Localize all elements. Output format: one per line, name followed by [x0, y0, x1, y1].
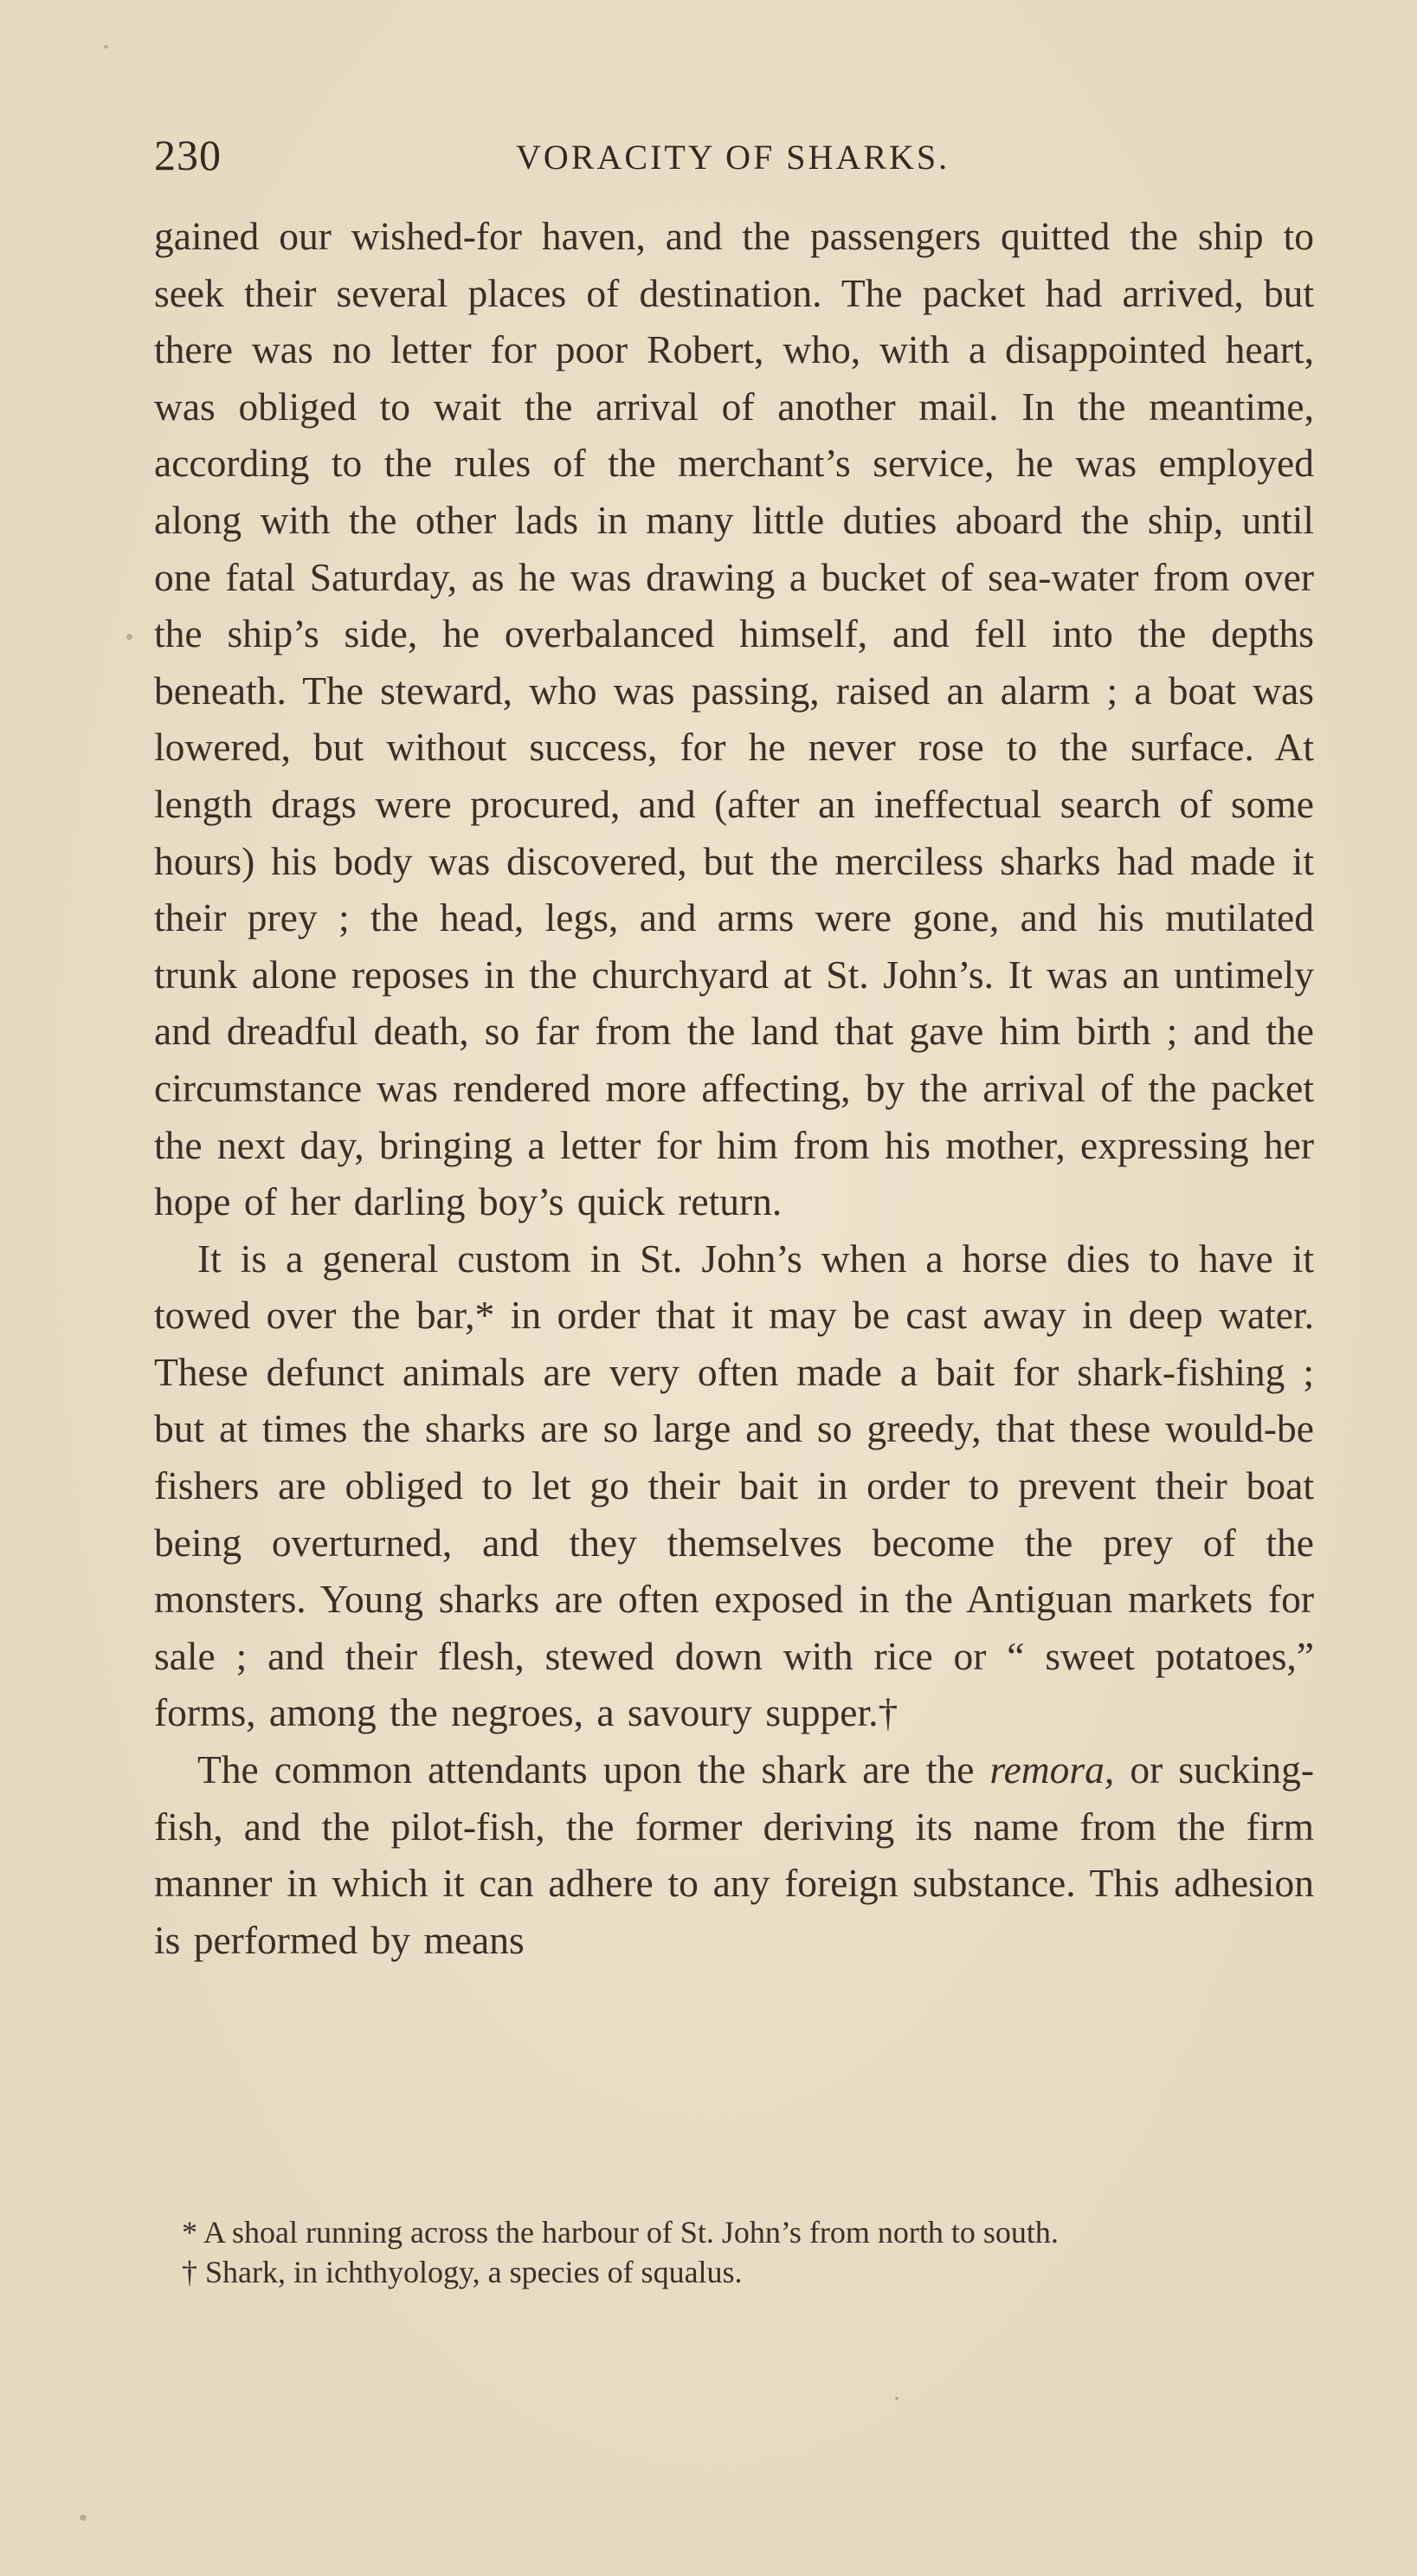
paper-speck	[104, 45, 108, 48]
paragraph-2: It is a general custom in St. John’s when a horse dies to have it towed over the bar,* in order that it may be cast away in deep water. These defunct animals are very often made a bait for shark-fishing ; but at times the sharks are so large and so greedy, that these would-be fishers are obliged to let go their bait in order to prevent their boat being overturned, and they themselves become the prey of the monsters. Young sharks are often exposed in the Antiguan markets for sale ; and their flesh, stewed down with rice or “ sweet potatoes,” forms, among the negroes, a savoury supper.†	[154, 1236, 1314, 1735]
page-header	[154, 130, 1314, 190]
paragraph-1: gained our wished-for haven, and the passengers quitted the ship to seek their several places of destination. The packet had arrived, but there was no letter for poor Robert, who, with a disappointed heart, was obliged to wait the arrival of another mail. In the meantime, according to the rules of the merchant’s service, he was employed along with the other lads in many little duties aboard the ship, until one fatal Saturday, as he was drawing a bucket of sea-water from over the ship’s side, he overbalanced himself, and fell into the depths beneath. The steward, who was passing, raised an alarm ; a boat was lowered, but without success, for he never rose to the surface. At length drags were procured, and (after an ineffectual search of some hours) his body was discovered, but the merciless sharks had made it their prey ; the head, legs, and arms were gone, and his mutilated trunk alone reposes in the churchyard at St. John’s. It was an untimely and dreadful death, so far from the land that gave him birth ; and the circumstance was rendered more affecting, by the arrival of the packet the next day, bringing a letter for him from his mother, expressing her hope of her darling boy’s quick return.	[154, 214, 1314, 1224]
paragraph-3	[154, 1741, 1314, 1968]
footnotes	[154, 2212, 1314, 2292]
paper-speck	[895, 2397, 899, 2400]
paragraph-3-text-start: The common attendants upon the shark are the	[197, 1747, 975, 1792]
paper-speck	[126, 634, 132, 640]
paper-speck	[80, 2515, 87, 2521]
page-number: 230	[154, 131, 222, 179]
body-text	[154, 208, 1314, 1968]
running-title: VORACITY OF SHARKS.	[516, 138, 950, 177]
footnote-asterisk: * A shoal running across the harbour of St. John’s from north to south.	[182, 2215, 1059, 2250]
italic-term-remora: remora,	[989, 1747, 1115, 1792]
paragraph-3-text-end: or sucking-fish, and the pilot-fish, the former deriving its name from the firm manner in which it can adhere to any foreign substance. This adhesion is performed by means	[154, 1747, 1315, 1962]
footnote-dagger: † Shark, in ichthyology, a species of squalus.	[182, 2255, 743, 2289]
